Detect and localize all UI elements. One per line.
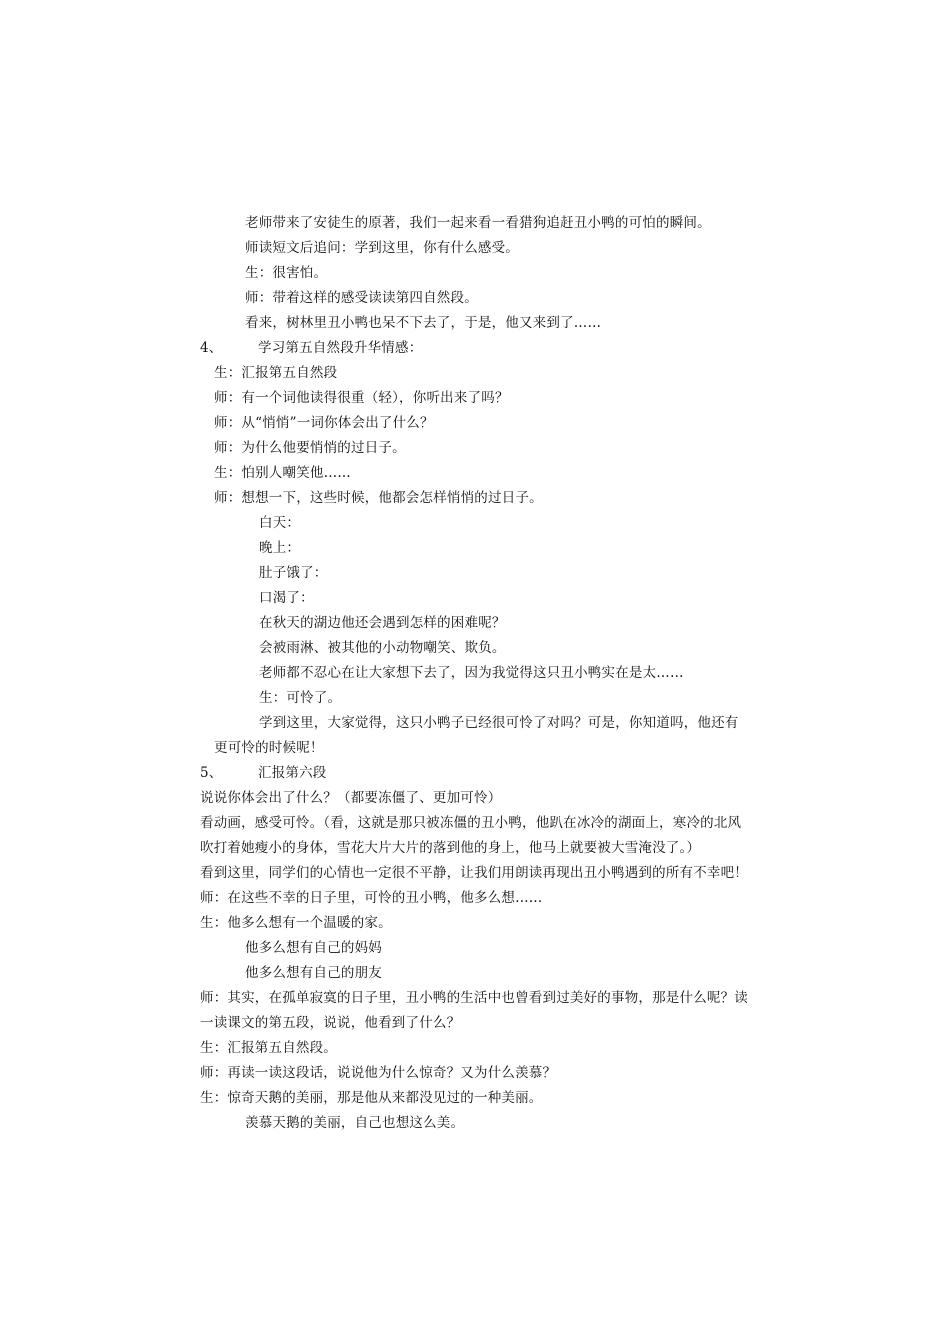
text-line: 口渴了： bbox=[259, 590, 314, 606]
section-heading: 汇报第六段 bbox=[258, 765, 327, 781]
text-line: 生：可怜了。 bbox=[259, 690, 342, 706]
text-line: 晚上： bbox=[259, 540, 301, 556]
text-line: 白天： bbox=[259, 515, 301, 531]
section-number: 4、 bbox=[200, 340, 223, 356]
text-line: 生：汇报第五自然段。 bbox=[200, 1040, 337, 1056]
text-line: 看来，树林里丑小鸭也呆不下去了，于是，他又来到了…… bbox=[245, 315, 602, 331]
text-line: 更可怜的时候呢！ bbox=[214, 740, 324, 756]
section-number: 5、 bbox=[200, 765, 223, 781]
text-line: 他多么想有自己的朋友 bbox=[245, 965, 382, 981]
text-line: 师：在这些不幸的日子里，可怜的丑小鸭，他多么想…… bbox=[200, 890, 543, 906]
text-line: 老师带来了安徒生的原著，我们一起来看一看猎狗追赶丑小鸭的可怕的瞬间。 bbox=[245, 215, 711, 231]
text-line: 一读课文的第五段，说说，他看到了什么？ bbox=[200, 1015, 461, 1031]
text-line: 羡慕天鹅的美丽，自己也想这么美。 bbox=[245, 1115, 465, 1131]
text-line: 学到这里，大家觉得，这只小鸭子已经很可怜了对吗？可是，你知道吗，他还有 bbox=[259, 715, 739, 731]
text-line: 他多么想有自己的妈妈 bbox=[245, 940, 382, 956]
text-line: 师：其实，在孤单寂寞的日子里，丑小鸭的生活中也曾看到过美好的事物，那是什么呢？读 bbox=[200, 990, 748, 1006]
text-line: 师：从“悄悄”一词你体会出了什么？ bbox=[214, 415, 434, 431]
text-line: 师：带着这样的感受读读第四自然段。 bbox=[245, 290, 478, 306]
text-line: 生：汇报第五自然段 bbox=[214, 365, 338, 381]
text-line: 老师都不忍心在让大家想下去了，因为我觉得这只丑小鸭实在是太…… bbox=[259, 665, 684, 681]
section-heading: 学习第五自然段升华情感： bbox=[258, 340, 423, 356]
text-line: 会被雨淋、被其他的小动物嘲笑、欺负。 bbox=[259, 640, 506, 656]
text-line: 肚子饿了： bbox=[259, 565, 328, 581]
text-line: 说说你体会出了什么？（都要冻僵了、更加可怜） bbox=[200, 790, 502, 806]
text-line: 师读短文后追问：学到这里，你有什么感受。 bbox=[245, 240, 519, 256]
text-line: 看到这里，同学们的心情也一定很不平静，让我们用朗读再现出丑小鸭遇到的所有不幸吧！ bbox=[200, 865, 748, 881]
text-line: 生：惊奇天鹅的美丽，那是他从来都没见过的一种美丽。 bbox=[200, 1090, 543, 1106]
text-line: 看动画，感受可怜。（看，这就是那只被冻僵的丑小鸭，他趴在冰冷的湖面上，寒冷的北风 bbox=[200, 815, 742, 831]
text-line: 生：他多么想有一个温暖的家。 bbox=[200, 915, 392, 931]
text-line: 生：怕别人嘲笑他…… bbox=[214, 465, 351, 481]
text-line: 吹打着她瘦小的身体，雪花大片大片的落到他的身上，他马上就要被大雪淹没了。） bbox=[200, 840, 701, 856]
text-line: 师：为什么他要悄悄的过日子。 bbox=[214, 440, 406, 456]
text-line: 师：有一个词他读得很重（轻），你听出来了吗？ bbox=[214, 390, 509, 406]
text-line: 师：再读一读这段话，说说他为什么惊奇？又为什么羡慕？ bbox=[200, 1065, 557, 1081]
text-line: 在秋天的湖边他还会遇到怎样的困难呢？ bbox=[259, 615, 506, 631]
text-line: 生：很害怕。 bbox=[245, 265, 328, 281]
text-line: 师：想想一下，这些时候，他都会怎样悄悄的过日子。 bbox=[214, 490, 543, 506]
